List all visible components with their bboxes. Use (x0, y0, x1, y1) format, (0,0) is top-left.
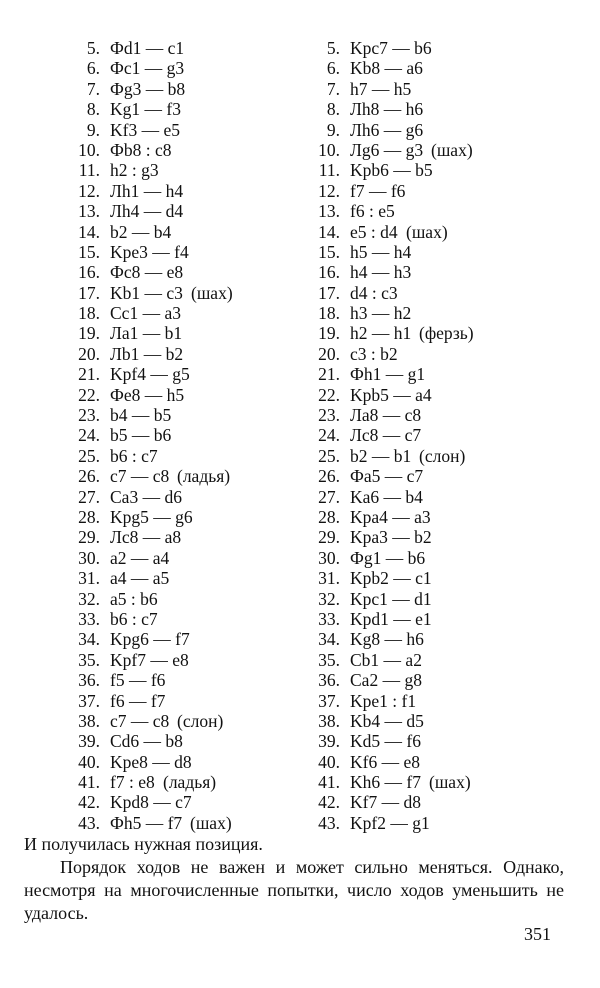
move-number: 36. (318, 670, 340, 691)
move-number: 37. (78, 690, 100, 711)
move-number: 34. (318, 629, 340, 650)
move-notation: h5 — h4 (350, 241, 412, 262)
move-notation: Фa5 — c7 (350, 466, 424, 487)
page-number: 351 (524, 924, 551, 944)
move-number: 28. (318, 506, 340, 527)
white-move-row (60, 242, 305, 262)
white-move-row (60, 609, 305, 629)
black-moves-column (300, 38, 570, 833)
move-number: 21. (318, 364, 340, 385)
white-move-row (60, 283, 305, 303)
move-number: 41. (318, 772, 340, 793)
move-notation: Лc8 — a8 (110, 527, 182, 548)
move-notation: h3 — h2 (350, 303, 412, 324)
move-number: 23. (318, 405, 340, 426)
move-notation: h4 — h3 (350, 262, 412, 283)
move-number: 36. (78, 670, 100, 691)
white-move-row (60, 772, 305, 792)
move-notation: e5 : d4 (350, 221, 398, 242)
move-number: 9. (326, 119, 340, 140)
move-notation: Kpb5 — a4 (350, 384, 432, 405)
move-notation: Фh1 — g1 (350, 364, 426, 385)
white-move-row (60, 201, 305, 221)
move-comment: (ладья) (163, 772, 217, 793)
move-number: 33. (318, 608, 340, 629)
move-notation: Kf7 — d8 (350, 792, 421, 813)
move-notation: Kpf2 — g1 (350, 812, 430, 833)
black-move-row (300, 425, 570, 445)
black-move-row (300, 364, 570, 384)
move-number: 16. (78, 262, 100, 283)
move-number: 41. (78, 772, 100, 793)
move-notation: Kg1 — f3 (110, 99, 181, 120)
move-notation: Kpc7 — b6 (350, 38, 432, 58)
move-number: 27. (78, 486, 100, 507)
move-notation: d4 : c3 (350, 282, 398, 303)
black-move-row (300, 792, 570, 812)
move-notation: Ca3 — d6 (110, 486, 182, 507)
white-move-row (60, 120, 305, 140)
black-move-row (300, 140, 570, 160)
move-number: 39. (78, 731, 100, 752)
move-notation: Kg8 — h6 (350, 629, 424, 650)
move-number: 15. (78, 241, 100, 262)
move-number: 31. (318, 568, 340, 589)
move-notation: Ka6 — b4 (350, 486, 423, 507)
black-move-row (300, 283, 570, 303)
move-number: 10. (318, 139, 340, 160)
black-move-row (300, 487, 570, 507)
black-move-row (300, 731, 570, 751)
move-number: 13. (318, 201, 340, 222)
move-number: 34. (78, 629, 100, 650)
white-move-row (60, 670, 305, 690)
black-move-row (300, 181, 570, 201)
move-number: 5. (326, 38, 340, 58)
move-notation: Kpa3 — b2 (350, 527, 432, 548)
white-move-row (60, 181, 305, 201)
black-move-row (300, 813, 570, 833)
black-move-row (300, 79, 570, 99)
white-moves-column (60, 38, 305, 833)
move-notation: f7 : e8 (110, 772, 155, 793)
move-notation: Kd5 — f6 (350, 731, 421, 752)
move-number: 43. (318, 812, 340, 833)
move-number: 40. (318, 751, 340, 772)
move-number: 39. (318, 731, 340, 752)
white-move-row (60, 58, 305, 78)
black-move-row (300, 201, 570, 221)
move-notation: Kb1 — c3 (110, 282, 183, 303)
move-comment: (шах) (191, 282, 233, 303)
move-notation: Kh6 — f7 (350, 772, 421, 793)
white-move-row (60, 405, 305, 425)
move-number: 35. (318, 649, 340, 670)
move-comment: (слон) (419, 445, 466, 466)
move-notation: Kpa4 — a3 (350, 506, 431, 527)
move-notation: Лh8 — h6 (350, 99, 424, 120)
move-comment: (шах) (190, 812, 232, 833)
move-notation: Фb8 : c8 (110, 139, 172, 160)
move-notation: Cc1 — a3 (110, 303, 181, 324)
black-move-row (300, 120, 570, 140)
white-move-row (60, 487, 305, 507)
black-move-row (300, 772, 570, 792)
black-move-row (300, 222, 570, 242)
move-number: 17. (78, 282, 100, 303)
move-number: 22. (78, 384, 100, 405)
white-move-row (60, 629, 305, 649)
move-notation: Фg3 — b8 (110, 78, 186, 99)
white-move-row (60, 813, 305, 833)
move-number: 26. (318, 466, 340, 487)
move-notation: h7 — h5 (350, 78, 412, 99)
move-number: 15. (318, 241, 340, 262)
white-move-row (60, 446, 305, 466)
move-notation: Лa8 — c8 (350, 405, 422, 426)
black-move-row (300, 691, 570, 711)
white-move-row (60, 160, 305, 180)
black-move-row (300, 589, 570, 609)
black-move-row (300, 344, 570, 364)
move-number: 23. (78, 405, 100, 426)
move-number: 16. (318, 262, 340, 283)
move-notation: Лb1 — b2 (110, 343, 184, 364)
move-number: 26. (78, 466, 100, 487)
black-move-row (300, 58, 570, 78)
move-number: 40. (78, 751, 100, 772)
white-move-row (60, 650, 305, 670)
white-move-row (60, 222, 305, 242)
move-notation: Kpe3 — f4 (110, 241, 189, 262)
black-move-row (300, 650, 570, 670)
move-notation: Kf6 — e8 (350, 751, 420, 772)
black-move-row (300, 670, 570, 690)
black-move-row (300, 527, 570, 547)
move-number: 38. (318, 710, 340, 731)
move-notation: Фg1 — b6 (350, 547, 426, 568)
move-notation: Kpb6 — b5 (350, 160, 433, 181)
move-notation: c7 — c8 (110, 710, 170, 731)
move-notation: Фc8 — e8 (110, 262, 184, 283)
white-move-row (60, 507, 305, 527)
move-notation: Фe8 — h5 (110, 384, 185, 405)
black-move-row (300, 303, 570, 323)
move-number: 17. (318, 282, 340, 303)
black-move-row (300, 629, 570, 649)
move-notation: c3 : b2 (350, 343, 398, 364)
black-move-row (300, 609, 570, 629)
move-number: 27. (318, 486, 340, 507)
move-comment: (ладья) (177, 466, 231, 487)
move-notation: Kpc1 — d1 (350, 588, 432, 609)
move-notation: h2 — h1 (350, 323, 412, 344)
move-notation: Лa1 — b1 (110, 323, 183, 344)
move-number: 5. (86, 38, 100, 58)
move-notation: Фc1 — g3 (110, 58, 185, 79)
black-move-row (300, 507, 570, 527)
black-move-row (300, 242, 570, 262)
black-move-row (300, 262, 570, 282)
move-number: 43. (78, 812, 100, 833)
move-number: 38. (78, 710, 100, 731)
move-notation: Kpb2 — c1 (350, 568, 432, 589)
move-comment: (шах) (431, 139, 473, 160)
move-notation: Лh4 — d4 (110, 201, 184, 222)
move-number: 18. (78, 303, 100, 324)
white-move-row (60, 527, 305, 547)
move-number: 22. (318, 384, 340, 405)
move-number: 18. (318, 303, 340, 324)
move-notation: Kb4 — d5 (350, 710, 424, 731)
black-move-row (300, 752, 570, 772)
move-notation: Фh5 — f7 (110, 812, 183, 833)
white-move-row (60, 385, 305, 405)
move-number: 33. (78, 608, 100, 629)
move-number: 24. (318, 425, 340, 446)
white-move-row (60, 79, 305, 99)
move-notation: Cb1 — a2 (350, 649, 422, 670)
move-notation: Kpg5 — g6 (110, 506, 193, 527)
move-notation: f6 : e5 (350, 201, 395, 222)
move-number: 25. (78, 445, 100, 466)
move-notation: Лh1 — h4 (110, 180, 184, 201)
move-notation: c7 — c8 (110, 466, 170, 487)
black-move-row (300, 99, 570, 119)
move-number: 14. (318, 221, 340, 242)
move-number: 35. (78, 649, 100, 670)
move-notation: b6 : c7 (110, 445, 158, 466)
white-move-row (60, 344, 305, 364)
move-notation: f7 — f6 (350, 180, 406, 201)
black-move-row (300, 323, 570, 343)
white-move-row (60, 425, 305, 445)
move-number: 13. (78, 201, 100, 222)
move-notation: Kpe8 — d8 (110, 751, 192, 772)
white-move-row (60, 262, 305, 282)
move-number: 14. (78, 221, 100, 242)
white-move-row (60, 303, 305, 323)
move-notation: Kpe1 : f1 (350, 690, 417, 711)
move-comment: (шах) (406, 221, 448, 242)
move-notation: b4 — b5 (110, 405, 172, 426)
move-notation: a5 : b6 (110, 588, 158, 609)
move-number: 19. (318, 323, 340, 344)
move-number: 9. (86, 119, 100, 140)
move-notation: a2 — a4 (110, 547, 170, 568)
conclusion-paragraph: Порядок ходов не важен и может сильно меняться. Однако, несмотря на многочисленные попытки, число ходов уменьшить не удалось. (24, 857, 564, 923)
white-move-row (60, 711, 305, 731)
white-move-row (60, 752, 305, 772)
move-notation: Kb8 — a6 (350, 58, 423, 79)
move-notation: Kpd1 — e1 (350, 608, 432, 629)
move-comment: (ферзь) (419, 323, 474, 344)
move-number: 11. (318, 160, 340, 181)
move-number: 6. (86, 58, 100, 79)
move-number: 10. (78, 139, 100, 160)
move-notation: a4 — a5 (110, 568, 170, 589)
move-number: 6. (326, 58, 340, 79)
white-move-row (60, 589, 305, 609)
black-move-row (300, 446, 570, 466)
move-notation: h2 : g3 (110, 160, 159, 181)
move-number: 20. (78, 343, 100, 364)
move-notation: b2 — b4 (110, 221, 172, 242)
move-number: 28. (78, 506, 100, 527)
white-move-row (60, 568, 305, 588)
move-comment: (шах) (429, 772, 471, 793)
move-number: 24. (78, 425, 100, 446)
black-move-row (300, 711, 570, 731)
white-move-row (60, 140, 305, 160)
move-number: 8. (86, 99, 100, 120)
move-notation: b2 — b1 (350, 445, 412, 466)
move-notation: Cd6 — b8 (110, 731, 183, 752)
move-number: 29. (78, 527, 100, 548)
move-number: 32. (318, 588, 340, 609)
move-number: 20. (318, 343, 340, 364)
move-notation: Ca2 — g8 (350, 670, 422, 691)
move-notation: Лg6 — g3 (350, 139, 424, 160)
move-notation: Kf3 — e5 (110, 119, 180, 140)
move-number: 19. (78, 323, 100, 344)
black-move-row (300, 568, 570, 588)
white-move-row (60, 792, 305, 812)
white-move-row (60, 548, 305, 568)
move-number: 32. (78, 588, 100, 609)
black-move-row (300, 466, 570, 486)
move-notation: Лc8 — c7 (350, 425, 422, 446)
move-number: 7. (86, 78, 100, 99)
move-number: 37. (318, 690, 340, 711)
white-move-row (60, 364, 305, 384)
move-number: 30. (318, 547, 340, 568)
move-notation: Лh6 — g6 (350, 119, 424, 140)
move-notation: Kpg6 — f7 (110, 629, 190, 650)
black-move-row (300, 385, 570, 405)
white-move-row (60, 323, 305, 343)
move-notation: Kpf4 — g5 (110, 364, 190, 385)
move-number: 25. (318, 445, 340, 466)
move-number: 7. (326, 78, 340, 99)
move-notation: b5 — b6 (110, 425, 172, 446)
move-number: 42. (318, 792, 340, 813)
white-move-row (60, 466, 305, 486)
move-number: 21. (78, 364, 100, 385)
move-comment: (слон) (177, 710, 224, 731)
white-move-row (60, 38, 305, 58)
move-notation: f6 — f7 (110, 690, 166, 711)
white-move-row (60, 99, 305, 119)
move-number: 11. (78, 160, 100, 181)
white-move-row (60, 731, 305, 751)
move-number: 12. (318, 180, 340, 201)
move-number: 8. (326, 99, 340, 120)
move-number: 29. (318, 527, 340, 548)
move-number: 42. (78, 792, 100, 813)
black-move-row (300, 160, 570, 180)
white-move-row (60, 691, 305, 711)
move-notation: Kpf7 — e8 (110, 649, 189, 670)
move-notation: Фd1 — c1 (110, 38, 185, 58)
move-notation: f5 — f6 (110, 670, 166, 691)
black-move-row (300, 548, 570, 568)
black-move-row (300, 38, 570, 58)
move-number: 12. (78, 180, 100, 201)
move-notation: b6 : c7 (110, 608, 158, 629)
move-number: 31. (78, 568, 100, 589)
move-notation: Kpd8 — c7 (110, 792, 192, 813)
move-number: 30. (78, 547, 100, 568)
black-move-row (300, 405, 570, 425)
result-sentence: И получилась нужная позиция. (24, 834, 263, 854)
